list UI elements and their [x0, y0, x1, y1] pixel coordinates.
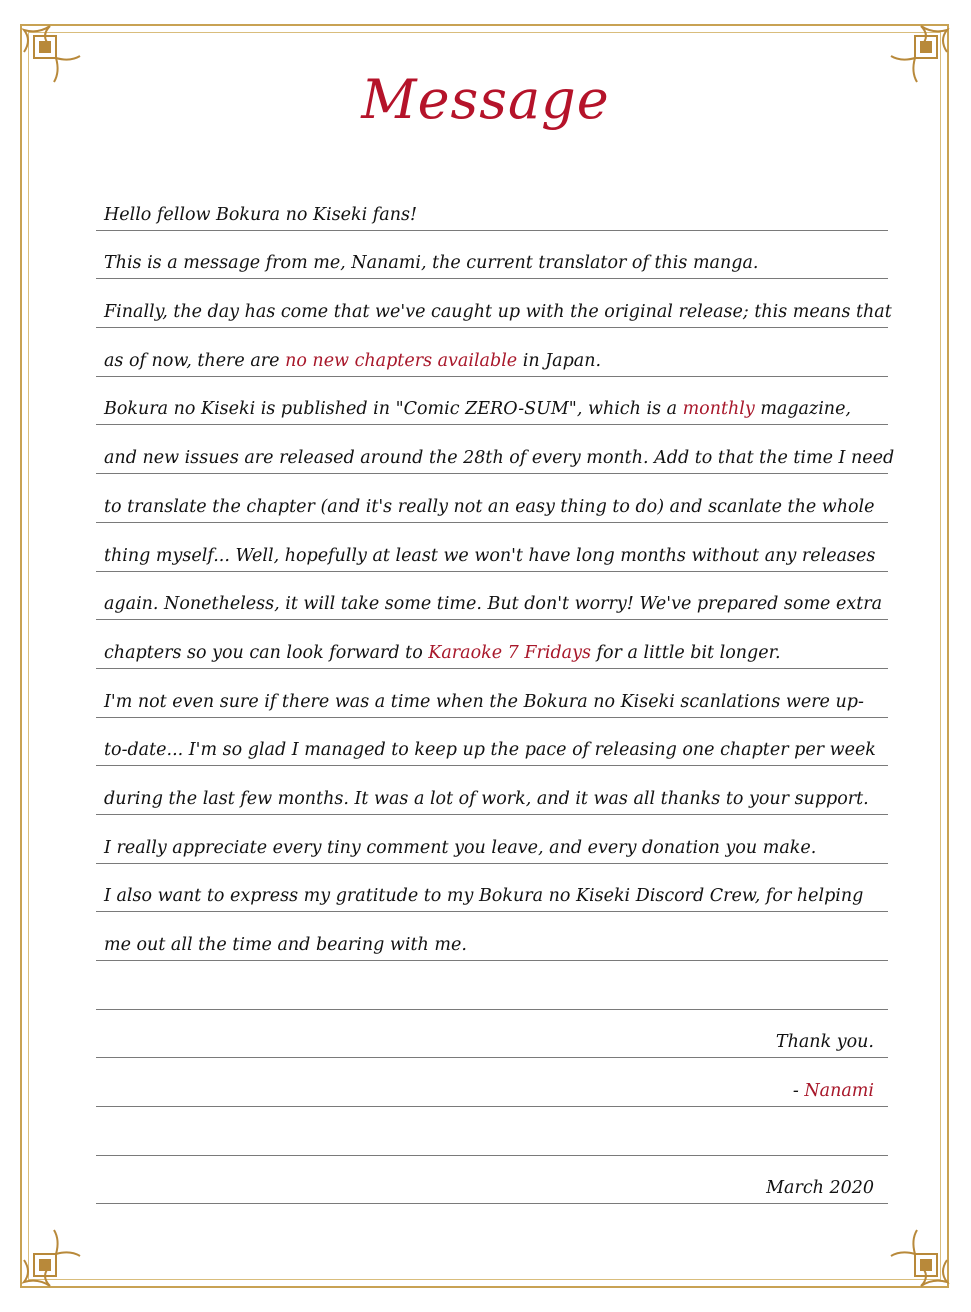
letter-text	[104, 351, 601, 371]
letter-body	[96, 182, 895, 1204]
signature-name: Nanami	[804, 1081, 874, 1102]
signature	[793, 1081, 874, 1101]
letter-text: I also want to express my gratitude to my Bokura no Kiseki Discord Crew, for helping	[104, 886, 864, 907]
letter-text-part: Bokura no Kiseki is published in "Comic ZERO-SUM", which is a	[104, 399, 683, 420]
letter-text: to-date... I'm so glad I managed to keep up the pace of releasing one chapter per week	[104, 740, 876, 761]
letter-text: during the last few months. It was a lot of work, and it was all thanks to your support.	[104, 788, 869, 809]
letter-text-part: chapters so you can look forward to	[104, 642, 429, 663]
letter-line	[96, 815, 888, 864]
letter-text: to translate the chapter (and it's really not an easy thing to do) and scanlate the whole	[104, 496, 875, 517]
letter-text-part: in Japan.	[517, 350, 602, 371]
letter-line	[96, 279, 892, 328]
highlight-text: Karaoke 7 Fridays	[428, 642, 591, 663]
letter-line	[96, 328, 888, 377]
date-text: March 2020	[766, 1178, 874, 1199]
letter-line	[96, 669, 888, 718]
page-title: Message	[361, 68, 610, 131]
letter-line	[96, 718, 888, 767]
closing-text: Thank you.	[775, 1032, 874, 1053]
letter-text: thing myself... Well, hopefully at least we won't have long months without any releases	[104, 545, 876, 566]
letter-text: This is a message from me, Nanami, the current translator of this manga.	[104, 253, 759, 274]
blank-line	[96, 961, 888, 1010]
letter-text: I'm not even sure if there was a time when the Bokura no Kiseki scanlations were up-	[104, 691, 864, 712]
letter-text-part: as of now, there are	[104, 350, 286, 371]
blank-line	[96, 1107, 888, 1156]
letter-text: me out all the time and bearing with me.	[104, 935, 467, 955]
letter-text: again. Nonetheless, it will take some time. But don't worry! We've prepared some extra	[104, 594, 883, 615]
letter-text: and new issues are released around the 28th of every month. Add to that the time I need	[104, 448, 895, 469]
letter-text: I really appreciate every tiny comment you leave, and every donation you make.	[104, 837, 817, 858]
letter-text: Finally, the day has come that we've caught up with the original release; this means that	[104, 302, 892, 323]
letter-line	[96, 474, 888, 523]
highlight-text: monthly	[682, 399, 755, 420]
letter-line	[96, 1010, 888, 1059]
letter-line	[96, 182, 888, 231]
letter-line	[96, 523, 888, 572]
letter-line	[96, 231, 888, 280]
letter-line	[96, 572, 888, 621]
letter-line	[96, 377, 888, 426]
letter-text-part: magazine,	[754, 399, 851, 420]
letter-line	[96, 425, 895, 474]
letter-text-part: for a little bit longer.	[590, 642, 781, 663]
letter-text: Hello fellow Bokura no Kiseki fans!	[104, 204, 417, 225]
letter-line	[96, 864, 888, 913]
corner-ornament-icon	[20, 1226, 84, 1290]
corner-ornament-icon	[887, 1226, 951, 1290]
letter-text	[104, 399, 851, 419]
letter-line	[96, 1058, 888, 1107]
signature-dash: -	[792, 1081, 805, 1102]
letter-line	[96, 620, 888, 669]
letter-line	[96, 1156, 888, 1205]
letter-text	[104, 643, 781, 663]
highlight-text: no new chapters available	[285, 350, 518, 371]
letter-line	[96, 912, 888, 961]
letter-line	[96, 766, 888, 815]
